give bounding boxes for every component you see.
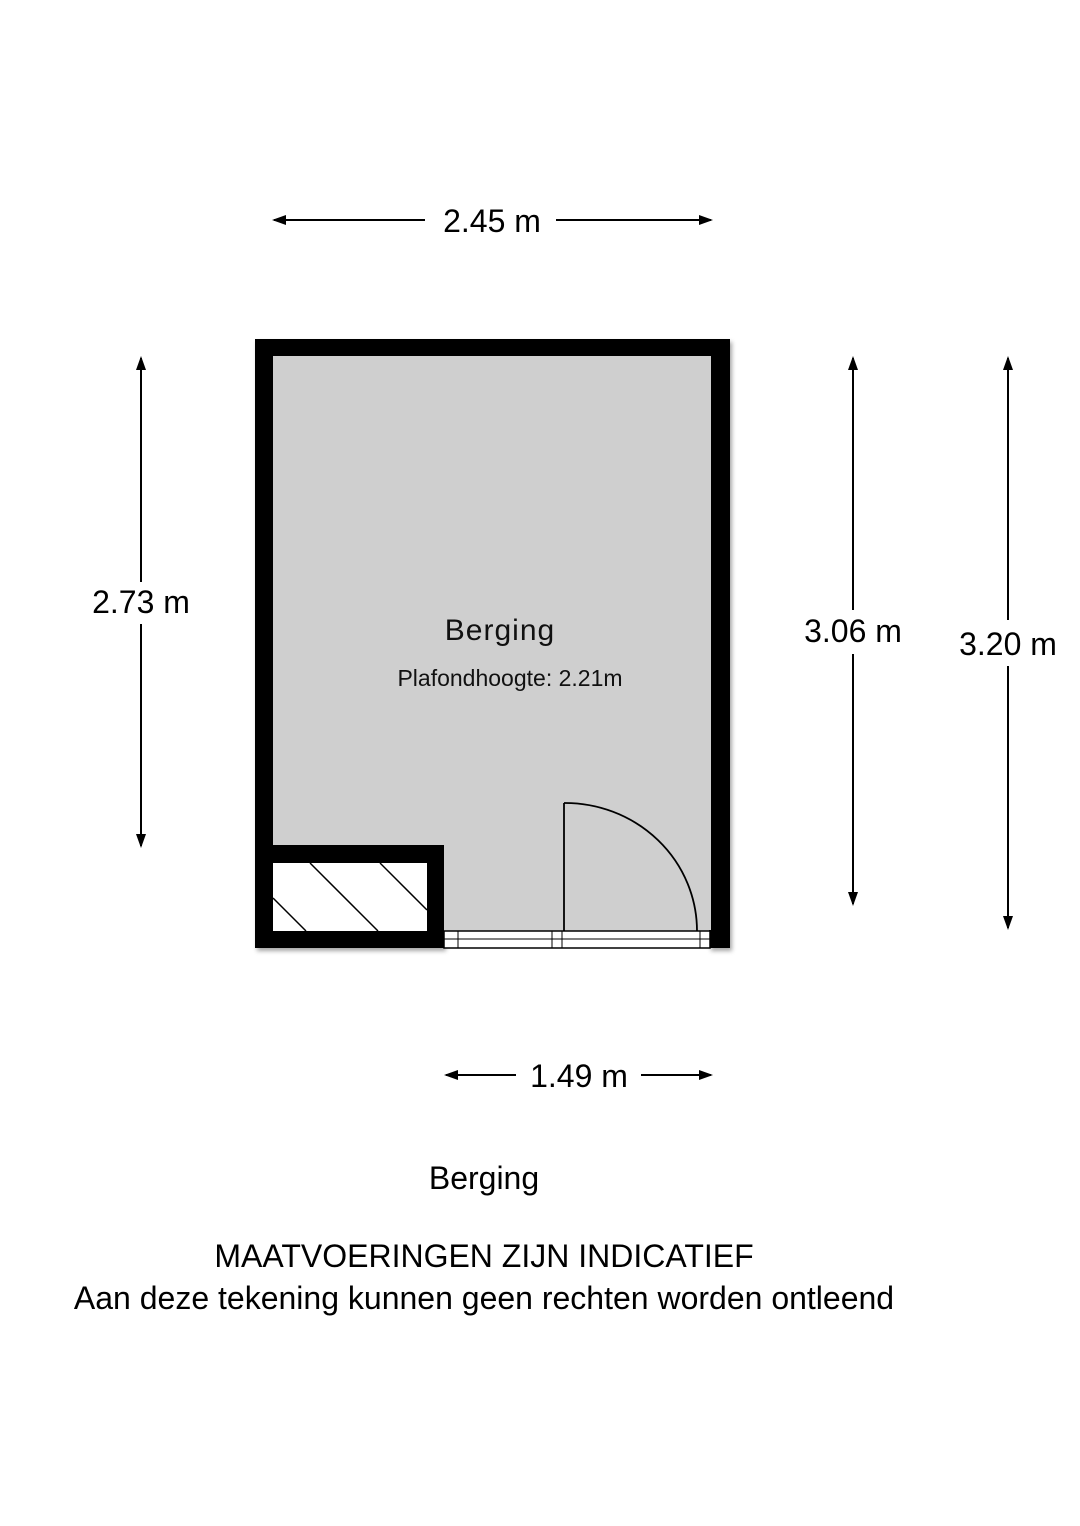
dimension-label-bottom-width: 1.49 m <box>530 1058 628 1094</box>
dimension-label-left-height: 2.73 m <box>92 584 190 620</box>
dimension-bottom-width <box>446 1058 711 1094</box>
dimension-right-inner-height <box>795 358 913 904</box>
ceiling-height-label: Plafondhoogte: 2.21m <box>397 665 623 691</box>
plan-title: Berging <box>428 1160 540 1196</box>
dimension-label-top-width: 2.45 m <box>443 203 541 239</box>
disclaimer-text: Aan deze tekening kunnen geen rechten worden ontleend <box>73 1280 895 1316</box>
dimension-top-width <box>274 203 711 239</box>
dimension-label-right-outer-height: 3.20 m <box>959 626 1057 662</box>
room-name-label: Berging <box>444 614 556 647</box>
door-threshold <box>444 931 710 948</box>
disclaimer-heading: MAATVOERINGEN ZIJN INDICATIEF <box>214 1238 754 1274</box>
dimension-right-outer-height <box>950 358 1066 928</box>
dimension-left-height <box>80 358 200 846</box>
dimension-label-right-inner-height: 3.06 m <box>804 613 902 649</box>
